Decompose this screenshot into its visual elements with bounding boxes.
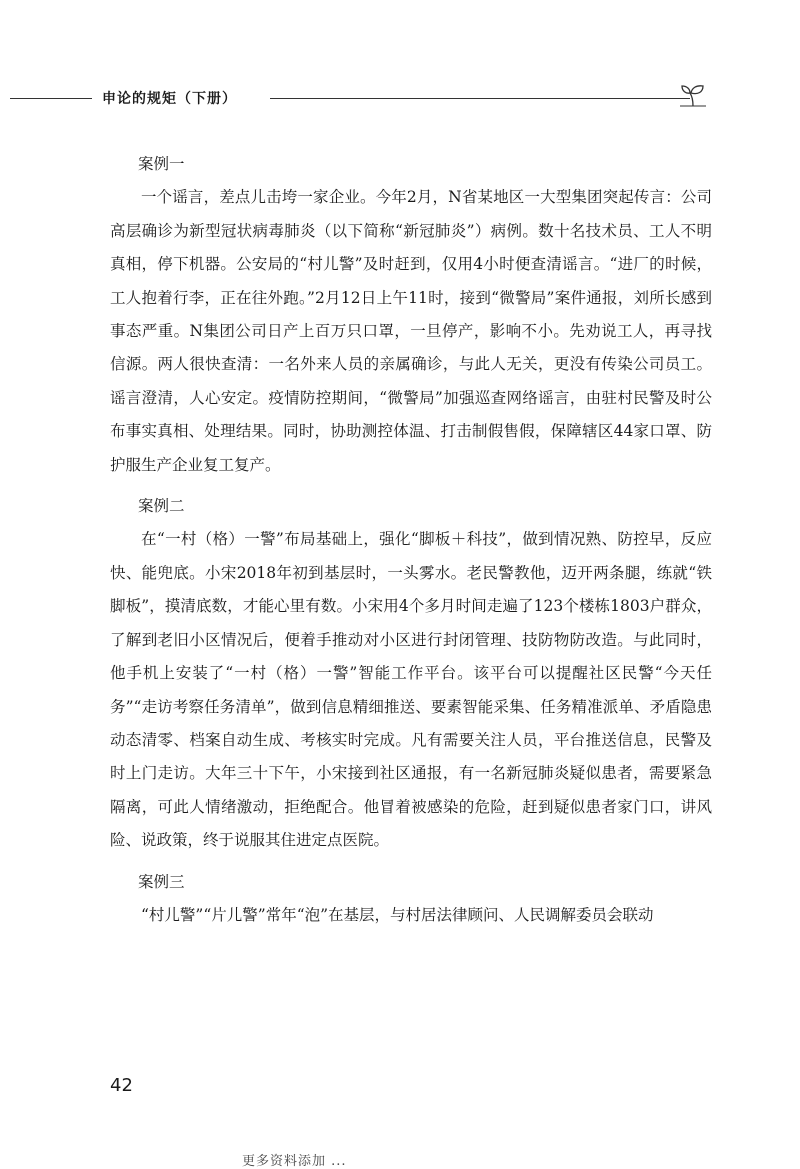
page-number: 42 xyxy=(110,1075,133,1096)
footer-note: 更多资料添加 ... xyxy=(242,1154,347,1169)
case-heading: 案例一 xyxy=(138,155,185,173)
header-rule-left xyxy=(10,98,92,99)
page-body xyxy=(110,148,712,940)
case-paragraph: 一个谣言，差点儿击垮一家企业。今年2月，N省某地区一大型集团突起传言：公司高层确诊为新型冠状病毒肺炎（以下简称“新冠肺炎”）病例。数十名技术员、工人不明真相，停下机器。公安局的“村儿警”及时赶到，仅用4小时便查清谣言。“进厂的时候，工人抱着行李，正在往外跑。”2月12日上午11时，接到“微警局”案件通报，刘所长感到事态严重。N集团公司日产上百万只口罩，一旦停产，影响不小。先劝说工人，再寻找信源。两人很快查清：一名外来人员的亲属确诊，与此人无关，更没有传染公司员工。谣言澄清，人心安定。疫情防控期间，“微警局”加强巡查网络谣言，由驻村民警及时公布事实真相、处理结果。同时，协助测控体温、打击制假售假，保障辖区44家口罩、防护服生产企业复工复产。 xyxy=(110,188,712,474)
book-title: 申论的规矩（下册） xyxy=(102,91,237,107)
header-rule-right xyxy=(270,98,690,99)
sprout-icon xyxy=(680,82,706,108)
running-header xyxy=(10,82,705,112)
case-heading: 案例二 xyxy=(138,497,185,516)
case-heading: 案例三 xyxy=(138,872,185,891)
case-paragraph: “村儿警”“片儿警”常年“泡”在基层，与村居法律顾问、人民调解委员会联动 xyxy=(141,905,654,924)
case-paragraph: 在“一村（格）一警”布局基础上，强化“脚板＋科技”，做到情况熟、防控早，反应快、能兜底。小宋2018年初到基层时，一头雾水。老民警教他，迈开两条腿，练就“铁脚板”，摸清底数，才能心里有数。小宋用4个多月时间走遍了123个楼栋1803户群众，了解到老旧小区情况后，便着手推动对小区进行封闭管理、技防物防改造。与此同时，他手机上安装了“一村（格）一警”智能工作平台。该平台可以提醒社区民警“今天任务”“走访考察任务清单”，做到信息精细推送、要素智能采集、任务精准派单、矛盾隐患动态清零、档案自动生成、考核实时完成。凡有需要关注人员，平台推送信息，民警及时上门走访。大年三十下午，小宋接到社区通报，有一名新冠肺炎疑似患者，需要紧急隔离，可此人情绪激动，拒绝配合。他冒着被感染的危险，赶到疑似患者家门口，讲风险、说政策，终于说服其住进定点医院。 xyxy=(110,530,712,850)
